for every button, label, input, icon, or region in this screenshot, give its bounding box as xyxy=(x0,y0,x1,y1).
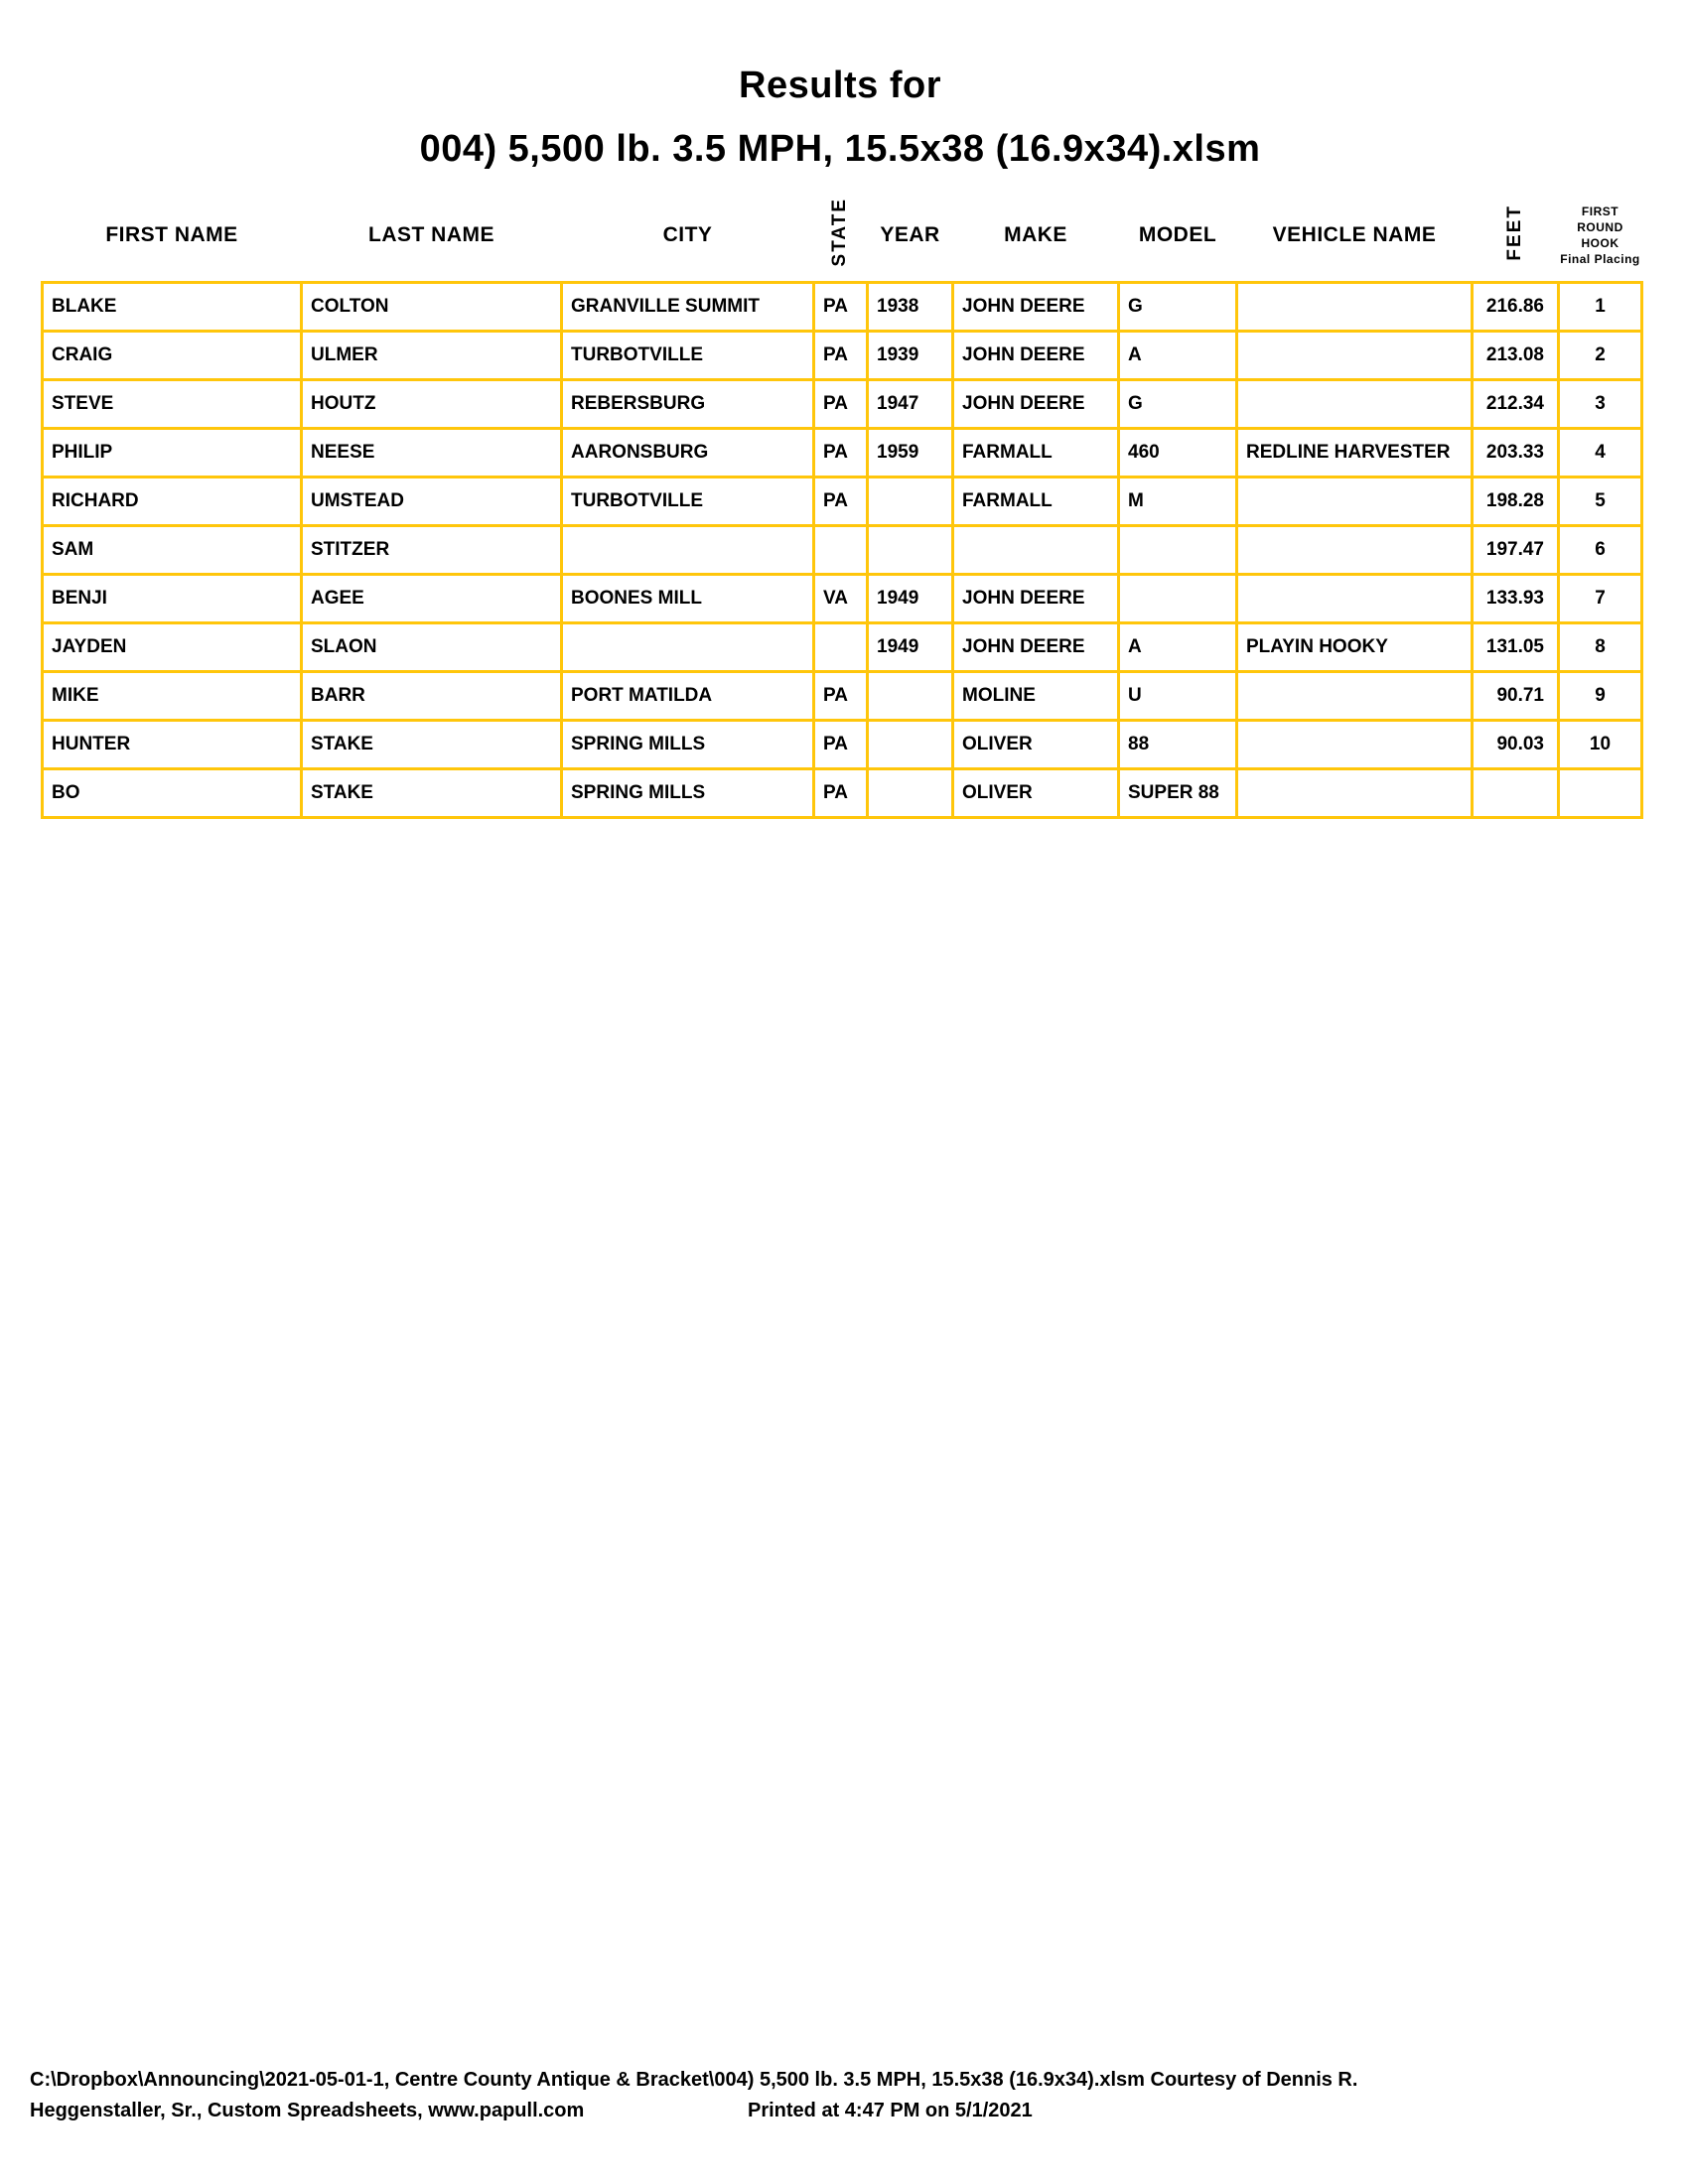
cell-first-name: MIKE xyxy=(43,672,302,721)
cell-model: A xyxy=(1119,623,1237,672)
cell-state: PA xyxy=(814,380,868,429)
cell-vehicle-name xyxy=(1237,575,1473,623)
cell-first-name: BENJI xyxy=(43,575,302,623)
header-hook-line2: HOOK xyxy=(1581,236,1619,250)
cell-feet: 212.34 xyxy=(1473,380,1559,429)
cell-placing xyxy=(1559,769,1642,818)
header-state xyxy=(814,190,868,283)
cell-make: FARMALL xyxy=(953,478,1119,526)
cell-last-name: AGEE xyxy=(302,575,562,623)
cell-first-name: SAM xyxy=(43,526,302,575)
cell-state: PA xyxy=(814,429,868,478)
table-row xyxy=(43,526,1642,575)
table-row xyxy=(43,623,1642,672)
cell-year xyxy=(868,526,953,575)
cell-first-name: RICHARD xyxy=(43,478,302,526)
table-row xyxy=(43,283,1642,332)
header-city: CITY xyxy=(662,223,713,246)
cell-vehicle-name: PLAYIN HOOKY xyxy=(1237,623,1473,672)
cell-placing: 3 xyxy=(1559,380,1642,429)
cell-year: 1959 xyxy=(868,429,953,478)
cell-placing: 8 xyxy=(1559,623,1642,672)
cell-first-name: BO xyxy=(43,769,302,818)
footer-credit: Heggenstaller, Sr., Custom Spreadsheets, www.papull.com xyxy=(30,2100,585,2121)
page-footer xyxy=(30,2065,1678,2126)
cell-year xyxy=(868,769,953,818)
header-hook-line3: Final Placing xyxy=(1560,252,1640,266)
cell-model: G xyxy=(1119,380,1237,429)
cell-model: G xyxy=(1119,283,1237,332)
cell-model: 88 xyxy=(1119,721,1237,769)
cell-year: 1949 xyxy=(868,575,953,623)
cell-state: VA xyxy=(814,575,868,623)
cell-state xyxy=(814,526,868,575)
header-hook-line1: FIRST ROUND xyxy=(1577,205,1623,234)
header-feet-label: FEET xyxy=(1503,204,1525,261)
cell-city: PORT MATILDA xyxy=(562,672,814,721)
cell-placing: 5 xyxy=(1559,478,1642,526)
header-last-name: LAST NAME xyxy=(368,223,494,246)
footer-file-path: C:\Dropbox\Announcing\2021-05-01-1, Centre County Antique & Bracket\004) 5,500 lb. 3.5 MPH, 15.5x38 (16.9x34).xlsm Courtesy of Dennis R. xyxy=(30,2069,1358,2091)
cell-last-name: BARR xyxy=(302,672,562,721)
cell-vehicle-name xyxy=(1237,478,1473,526)
cell-city: TURBOTVILLE xyxy=(562,332,814,380)
header-first-name: FIRST NAME xyxy=(105,223,238,246)
cell-make: JOHN DEERE xyxy=(953,380,1119,429)
cell-vehicle-name xyxy=(1237,332,1473,380)
cell-city xyxy=(562,623,814,672)
cell-year xyxy=(868,478,953,526)
table-row xyxy=(43,478,1642,526)
cell-first-name: BLAKE xyxy=(43,283,302,332)
cell-feet: 198.28 xyxy=(1473,478,1559,526)
cell-last-name: STAKE xyxy=(302,769,562,818)
cell-placing: 1 xyxy=(1559,283,1642,332)
cell-year: 1947 xyxy=(868,380,953,429)
header-year: YEAR xyxy=(880,223,940,246)
cell-make: JOHN DEERE xyxy=(953,623,1119,672)
cell-state: PA xyxy=(814,672,868,721)
cell-feet: 133.93 xyxy=(1473,575,1559,623)
cell-vehicle-name xyxy=(1237,672,1473,721)
cell-make xyxy=(953,526,1119,575)
cell-city: SPRING MILLS xyxy=(562,769,814,818)
cell-make: JOHN DEERE xyxy=(953,283,1119,332)
cell-last-name: ULMER xyxy=(302,332,562,380)
cell-feet: 203.33 xyxy=(1473,429,1559,478)
table-row xyxy=(43,769,1642,818)
footer-printed-timestamp: Printed at 4:47 PM on 5/1/2021 xyxy=(748,2100,1033,2121)
cell-city xyxy=(562,526,814,575)
page-title: Results for xyxy=(739,65,941,106)
cell-model: A xyxy=(1119,332,1237,380)
cell-state: PA xyxy=(814,769,868,818)
results-table-header xyxy=(43,190,1642,283)
cell-last-name: HOUTZ xyxy=(302,380,562,429)
header-hook-block xyxy=(1559,204,1642,267)
cell-feet: 213.08 xyxy=(1473,332,1559,380)
cell-year xyxy=(868,672,953,721)
cell-feet: 216.86 xyxy=(1473,283,1559,332)
header-model: MODEL xyxy=(1138,223,1217,246)
cell-placing: 6 xyxy=(1559,526,1642,575)
cell-vehicle-name: REDLINE HARVESTER xyxy=(1237,429,1473,478)
cell-placing: 10 xyxy=(1559,721,1642,769)
table-row xyxy=(43,380,1642,429)
cell-placing: 7 xyxy=(1559,575,1642,623)
cell-state: PA xyxy=(814,478,868,526)
table-row xyxy=(43,721,1642,769)
cell-city: SPRING MILLS xyxy=(562,721,814,769)
cell-city: TURBOTVILLE xyxy=(562,478,814,526)
cell-model: U xyxy=(1119,672,1237,721)
cell-last-name: COLTON xyxy=(302,283,562,332)
page-subtitle: 004) 5,500 lb. 3.5 MPH, 15.5x38 (16.9x34).xlsm xyxy=(419,128,1261,170)
cell-first-name: CRAIG xyxy=(43,332,302,380)
header-make: MAKE xyxy=(1004,223,1067,246)
cell-make: FARMALL xyxy=(953,429,1119,478)
cell-model xyxy=(1119,575,1237,623)
cell-make: JOHN DEERE xyxy=(953,332,1119,380)
cell-make: MOLINE xyxy=(953,672,1119,721)
cell-placing: 4 xyxy=(1559,429,1642,478)
page-title-block xyxy=(0,54,1680,181)
cell-feet: 131.05 xyxy=(1473,623,1559,672)
table-row xyxy=(43,429,1642,478)
cell-first-name: PHILIP xyxy=(43,429,302,478)
cell-feet: 90.71 xyxy=(1473,672,1559,721)
cell-make: OLIVER xyxy=(953,721,1119,769)
cell-last-name: STAKE xyxy=(302,721,562,769)
cell-year: 1939 xyxy=(868,332,953,380)
cell-year: 1949 xyxy=(868,623,953,672)
header-feet xyxy=(1473,190,1559,283)
cell-year xyxy=(868,721,953,769)
cell-placing: 9 xyxy=(1559,672,1642,721)
cell-last-name: STITZER xyxy=(302,526,562,575)
cell-model xyxy=(1119,526,1237,575)
cell-city: BOONES MILL xyxy=(562,575,814,623)
cell-last-name: NEESE xyxy=(302,429,562,478)
header-vehicle-name: VEHICLE NAME xyxy=(1272,223,1437,246)
cell-first-name: JAYDEN xyxy=(43,623,302,672)
results-table xyxy=(41,190,1643,819)
cell-city: GRANVILLE SUMMIT xyxy=(562,283,814,332)
results-table-body xyxy=(43,283,1642,818)
footer-line2 xyxy=(30,2096,1678,2126)
table-row xyxy=(43,672,1642,721)
table-header-row xyxy=(43,190,1642,283)
cell-vehicle-name xyxy=(1237,769,1473,818)
table-row xyxy=(43,575,1642,623)
table-row xyxy=(43,332,1642,380)
cell-feet: 197.47 xyxy=(1473,526,1559,575)
cell-year: 1938 xyxy=(868,283,953,332)
header-final-placing xyxy=(1559,190,1642,283)
cell-vehicle-name xyxy=(1237,283,1473,332)
header-state-label: STATE xyxy=(829,198,851,267)
cell-model: M xyxy=(1119,478,1237,526)
cell-vehicle-name xyxy=(1237,526,1473,575)
cell-city: REBERSBURG xyxy=(562,380,814,429)
cell-vehicle-name xyxy=(1237,380,1473,429)
cell-state: PA xyxy=(814,283,868,332)
cell-model: 460 xyxy=(1119,429,1237,478)
cell-state: PA xyxy=(814,721,868,769)
cell-city: AARONSBURG xyxy=(562,429,814,478)
cell-feet: 90.03 xyxy=(1473,721,1559,769)
cell-make: JOHN DEERE xyxy=(953,575,1119,623)
cell-first-name: HUNTER xyxy=(43,721,302,769)
cell-model: SUPER 88 xyxy=(1119,769,1237,818)
cell-state: PA xyxy=(814,332,868,380)
cell-last-name: UMSTEAD xyxy=(302,478,562,526)
cell-last-name: SLAON xyxy=(302,623,562,672)
cell-state xyxy=(814,623,868,672)
cell-make: OLIVER xyxy=(953,769,1119,818)
cell-placing: 2 xyxy=(1559,332,1642,380)
cell-first-name: STEVE xyxy=(43,380,302,429)
cell-feet xyxy=(1473,769,1559,818)
cell-vehicle-name xyxy=(1237,721,1473,769)
